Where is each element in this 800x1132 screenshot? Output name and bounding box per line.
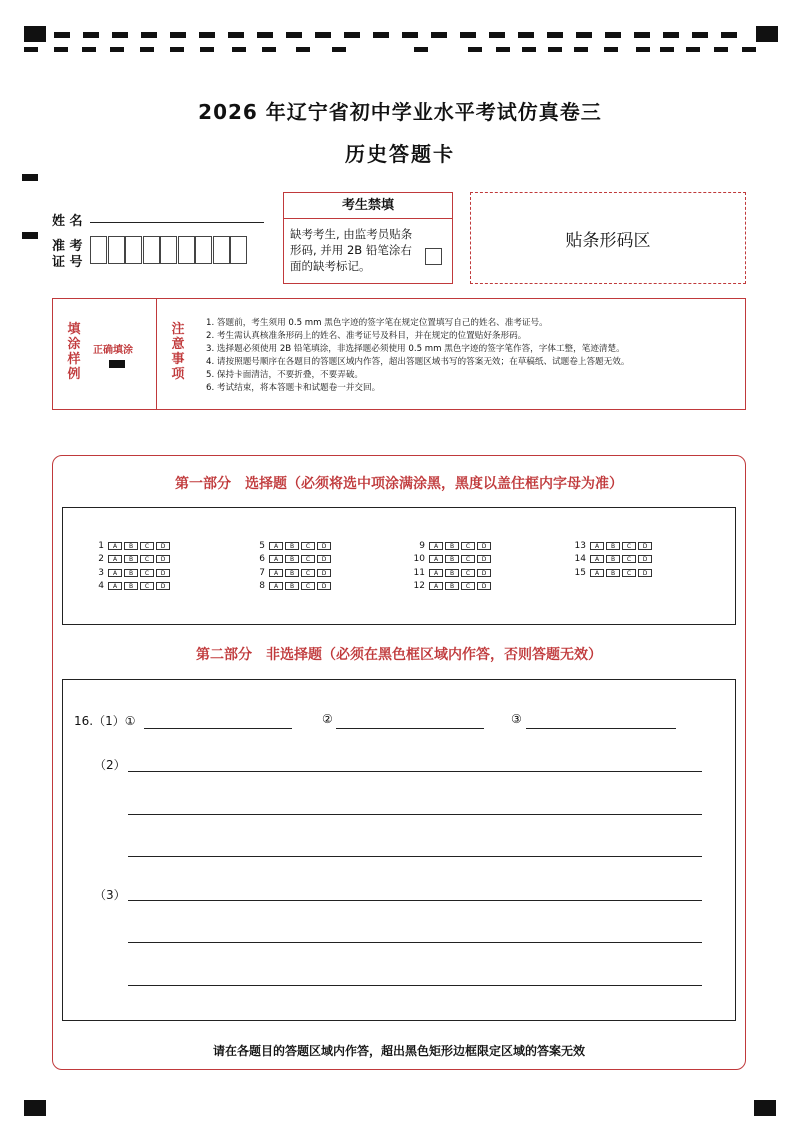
timing-mark (604, 47, 618, 52)
id-digit-box[interactable] (195, 236, 212, 264)
id-digit-box[interactable] (125, 236, 142, 264)
option-bubble-b[interactable]: B (445, 569, 459, 577)
question-number: 12 (413, 581, 425, 592)
choice-group (409, 539, 493, 593)
question-number: 4 (98, 581, 104, 592)
corner-mark (24, 1100, 46, 1116)
option-bubble-b[interactable]: B (285, 542, 299, 550)
timing-mark (576, 32, 592, 38)
option-bubble-b[interactable]: B (124, 542, 138, 550)
choice-row (249, 566, 333, 580)
notes-divider (156, 299, 157, 409)
barcode-label: 贴条形码区 (565, 230, 651, 251)
timing-mark (489, 32, 505, 38)
barcode-zone (470, 192, 746, 284)
timing-mark (141, 32, 157, 38)
timing-mark (522, 47, 536, 52)
timing-mark (140, 47, 154, 52)
option-bubble-a[interactable]: A (590, 542, 604, 550)
timing-mark (54, 32, 70, 38)
option-bubble-a[interactable]: A (590, 569, 604, 577)
option-bubble-b[interactable]: B (124, 569, 138, 577)
option-bubble-c[interactable]: C (140, 555, 154, 563)
timing-mark (636, 47, 650, 52)
exam-staff-title: 考生禁填 (284, 194, 452, 219)
correct-fill-label: 正确填涂 (93, 345, 133, 356)
option-bubble-a[interactable]: A (108, 582, 122, 590)
q16-1-3-line[interactable] (526, 728, 676, 729)
timing-mark (170, 47, 184, 52)
side-mark (22, 174, 38, 181)
name-field[interactable] (90, 222, 264, 223)
id-label-2: 证 号 (52, 255, 83, 270)
note-item: 4. 请按照题号顺序在各题目的答题区域内作答，超出答题区域书写的答案无效；在草稿纸、试题卷上答题无效。 (206, 357, 630, 367)
q16-3-line[interactable] (128, 942, 702, 943)
choice-row (409, 539, 493, 553)
choice-row (409, 566, 493, 580)
option-bubble-b[interactable]: B (285, 569, 299, 577)
part1-title: 第一部分 选择题（必须将选中项涂满涂黑，黑度以盖住框内字母为准） (175, 476, 623, 492)
timing-mark (82, 47, 96, 52)
option-bubble-c[interactable]: C (622, 555, 636, 563)
timing-mark (692, 32, 708, 38)
timing-mark (170, 32, 186, 38)
option-bubble-a[interactable]: A (108, 569, 122, 577)
question-number: 13 (574, 540, 586, 551)
option-bubble-d[interactable]: D (317, 555, 331, 563)
choice-row (409, 553, 493, 567)
choice-row (570, 566, 654, 580)
option-bubble-d[interactable]: D (317, 542, 331, 550)
option-bubble-b[interactable]: B (445, 582, 459, 590)
option-bubble-c[interactable]: C (301, 542, 315, 550)
option-bubble-d[interactable]: D (156, 542, 170, 550)
option-bubble-b[interactable]: B (606, 555, 620, 563)
fill-example-title: 填 涂 样 例 (67, 322, 81, 382)
choice-row (88, 553, 172, 567)
timing-mark (200, 47, 214, 52)
timing-mark (518, 32, 534, 38)
choice-row (88, 580, 172, 594)
option-bubble-b[interactable]: B (124, 555, 138, 563)
option-bubble-a[interactable]: A (429, 542, 443, 550)
option-bubble-c[interactable]: C (461, 542, 475, 550)
option-bubble-c[interactable]: C (140, 542, 154, 550)
option-bubble-a[interactable]: A (269, 569, 283, 577)
timing-mark (574, 47, 588, 52)
id-digit-box[interactable] (213, 236, 230, 264)
timing-mark (431, 32, 447, 38)
timing-mark (286, 32, 302, 38)
id-digit-box[interactable] (178, 236, 195, 264)
id-digit-box[interactable] (90, 236, 107, 264)
option-bubble-b[interactable]: B (606, 569, 620, 577)
question-number: 6 (259, 554, 265, 565)
note-item: 1. 答题前，考生须用 0.5 mm 黑色字迹的签字笔在规定位置填写自己的姓名、准考证号。 (206, 318, 548, 328)
q16-1-1-line[interactable] (144, 728, 292, 729)
timing-mark (414, 47, 428, 52)
q16-2-line[interactable] (128, 856, 702, 857)
option-bubble-a[interactable]: A (108, 555, 122, 563)
circle-2: ② (322, 712, 333, 726)
option-bubble-a[interactable]: A (429, 582, 443, 590)
id-digit-box[interactable] (160, 236, 177, 264)
option-bubble-a[interactable]: A (269, 542, 283, 550)
timing-mark (110, 47, 124, 52)
timing-mark (232, 47, 246, 52)
timing-mark (296, 47, 310, 52)
question-number: 3 (98, 567, 104, 578)
option-bubble-a[interactable]: A (429, 569, 443, 577)
option-bubble-a[interactable]: A (108, 542, 122, 550)
id-digit-box[interactable] (108, 236, 125, 264)
side-mark (22, 232, 38, 239)
option-bubble-d[interactable]: D (156, 582, 170, 590)
page-title: 2026 年辽宁省初中学业水平考试仿真卷三 (198, 100, 602, 124)
absent-instructions: 缺考考生, 由监考员贴条形码, 并用 2B 铅笔涂右面的缺考标记。 (290, 227, 413, 273)
option-bubble-d[interactable]: D (638, 542, 652, 550)
option-bubble-a[interactable]: A (429, 555, 443, 563)
choice-group (88, 539, 172, 593)
question-number: 15 (574, 567, 586, 578)
choice-row (570, 553, 654, 567)
correct-fill-sample (109, 360, 125, 368)
option-bubble-d[interactable]: D (638, 569, 652, 577)
footer-note: 请在各题目的答题区域内作答，超出黑色矩形边框限定区域的答案无效 (212, 1044, 585, 1058)
choice-row (88, 566, 172, 580)
question-number: 11 (413, 567, 425, 578)
id-label-1: 准 考 (52, 239, 83, 254)
option-bubble-d[interactable]: D (477, 569, 491, 577)
choice-group (249, 539, 333, 593)
timing-mark (468, 47, 482, 52)
option-bubble-b[interactable]: B (606, 542, 620, 550)
id-digit-box[interactable] (143, 236, 160, 264)
timing-mark (714, 47, 728, 52)
option-bubble-b[interactable]: B (285, 555, 299, 563)
timing-mark (228, 32, 244, 38)
timing-mark (634, 32, 650, 38)
q16-3-line[interactable] (128, 900, 702, 901)
choice-group (570, 539, 654, 580)
option-bubble-b[interactable]: B (285, 582, 299, 590)
question-number: 14 (574, 554, 586, 565)
option-bubble-d[interactable]: D (317, 569, 331, 577)
choice-row (88, 539, 172, 553)
choice-row (249, 580, 333, 594)
option-bubble-d[interactable]: D (156, 569, 170, 577)
note-item: 5. 保持卡面清洁，不要折叠，不要弄破。 (206, 370, 364, 380)
q16-3-line[interactable] (128, 985, 702, 986)
timing-mark (605, 32, 621, 38)
question-number: 7 (259, 567, 265, 578)
part2-title: 第二部分 非选择题（必须在黑色框区域内作答，否则答题无效） (196, 647, 602, 663)
question-number: 1 (98, 540, 104, 551)
question-number: 9 (419, 540, 425, 551)
note-item: 3. 选择题必须使用 2B 铅笔填涂，非选择题必须使用 0.5 mm 黑色字迹的签字笔作答，字体工整，笔迹清楚。 (206, 344, 625, 354)
option-bubble-c[interactable]: C (301, 582, 315, 590)
timing-mark (663, 32, 679, 38)
option-bubble-c[interactable]: C (301, 555, 315, 563)
page-subtitle: 历史答题卡 (345, 142, 455, 166)
timing-mark (742, 47, 756, 52)
timing-mark (83, 32, 99, 38)
q16-label: 16.（1）① (74, 714, 136, 728)
name-label: 姓 名 (52, 214, 83, 229)
id-digit-box[interactable] (230, 236, 247, 264)
choice-row (570, 539, 654, 553)
timing-mark (373, 32, 389, 38)
note-item: 2. 考生需认真核准条形码上的姓名、准考证号及科目，并在规定的位置贴好条形码。 (206, 331, 527, 341)
option-bubble-a[interactable]: A (269, 582, 283, 590)
option-bubble-c[interactable]: C (461, 569, 475, 577)
option-bubble-d[interactable]: D (477, 542, 491, 550)
timing-mark (24, 47, 38, 52)
option-bubble-b[interactable]: B (445, 555, 459, 563)
option-bubble-c[interactable]: C (461, 555, 475, 563)
written-answer-box (62, 679, 736, 1021)
notes-title: 注 意 事 项 (171, 322, 185, 382)
timing-mark (315, 32, 331, 38)
timing-mark (548, 47, 562, 52)
q16-2-line[interactable] (128, 771, 702, 772)
q16-2-line[interactable] (128, 814, 702, 815)
timing-mark (54, 47, 68, 52)
choice-row (249, 539, 333, 553)
q16-3-label: （3） (94, 888, 126, 902)
option-bubble-b[interactable]: B (124, 582, 138, 590)
timing-mark (112, 32, 128, 38)
option-bubble-c[interactable]: C (140, 569, 154, 577)
option-bubble-b[interactable]: B (445, 542, 459, 550)
option-bubble-d[interactable]: D (638, 555, 652, 563)
option-bubble-d[interactable]: D (317, 582, 331, 590)
timing-mark (262, 47, 276, 52)
option-bubble-a[interactable]: A (590, 555, 604, 563)
option-bubble-d[interactable]: D (156, 555, 170, 563)
timing-mark (257, 32, 273, 38)
choice-row (249, 553, 333, 567)
timing-mark (721, 32, 737, 38)
option-bubble-c[interactable]: C (140, 582, 154, 590)
timing-mark (402, 32, 418, 38)
option-bubble-c[interactable]: C (301, 569, 315, 577)
option-bubble-d[interactable]: D (477, 582, 491, 590)
timing-mark (686, 47, 700, 52)
question-number: 10 (413, 554, 425, 565)
timing-mark (199, 32, 215, 38)
timing-mark (332, 47, 346, 52)
option-bubble-a[interactable]: A (269, 555, 283, 563)
timing-mark (460, 32, 476, 38)
note-item: 6. 考试结束，将本答题卡和试题卷一并交回。 (206, 383, 381, 393)
notes-list (206, 317, 629, 395)
option-bubble-c[interactable]: C (622, 542, 636, 550)
timing-mark (344, 32, 360, 38)
circle-3: ③ (511, 712, 522, 726)
choice-row (409, 580, 493, 594)
question-number: 5 (259, 540, 265, 551)
timing-mark (660, 47, 674, 52)
q16-1-2-line[interactable] (336, 728, 484, 729)
corner-mark (754, 1100, 776, 1116)
q16-2-label: （2） (94, 758, 126, 772)
option-bubble-c[interactable]: C (461, 582, 475, 590)
option-bubble-d[interactable]: D (477, 555, 491, 563)
option-bubble-c[interactable]: C (622, 569, 636, 577)
absent-mark-box[interactable] (425, 248, 442, 265)
question-number: 2 (98, 554, 104, 565)
question-number: 8 (259, 581, 265, 592)
timing-mark (496, 47, 510, 52)
timing-mark (547, 32, 563, 38)
